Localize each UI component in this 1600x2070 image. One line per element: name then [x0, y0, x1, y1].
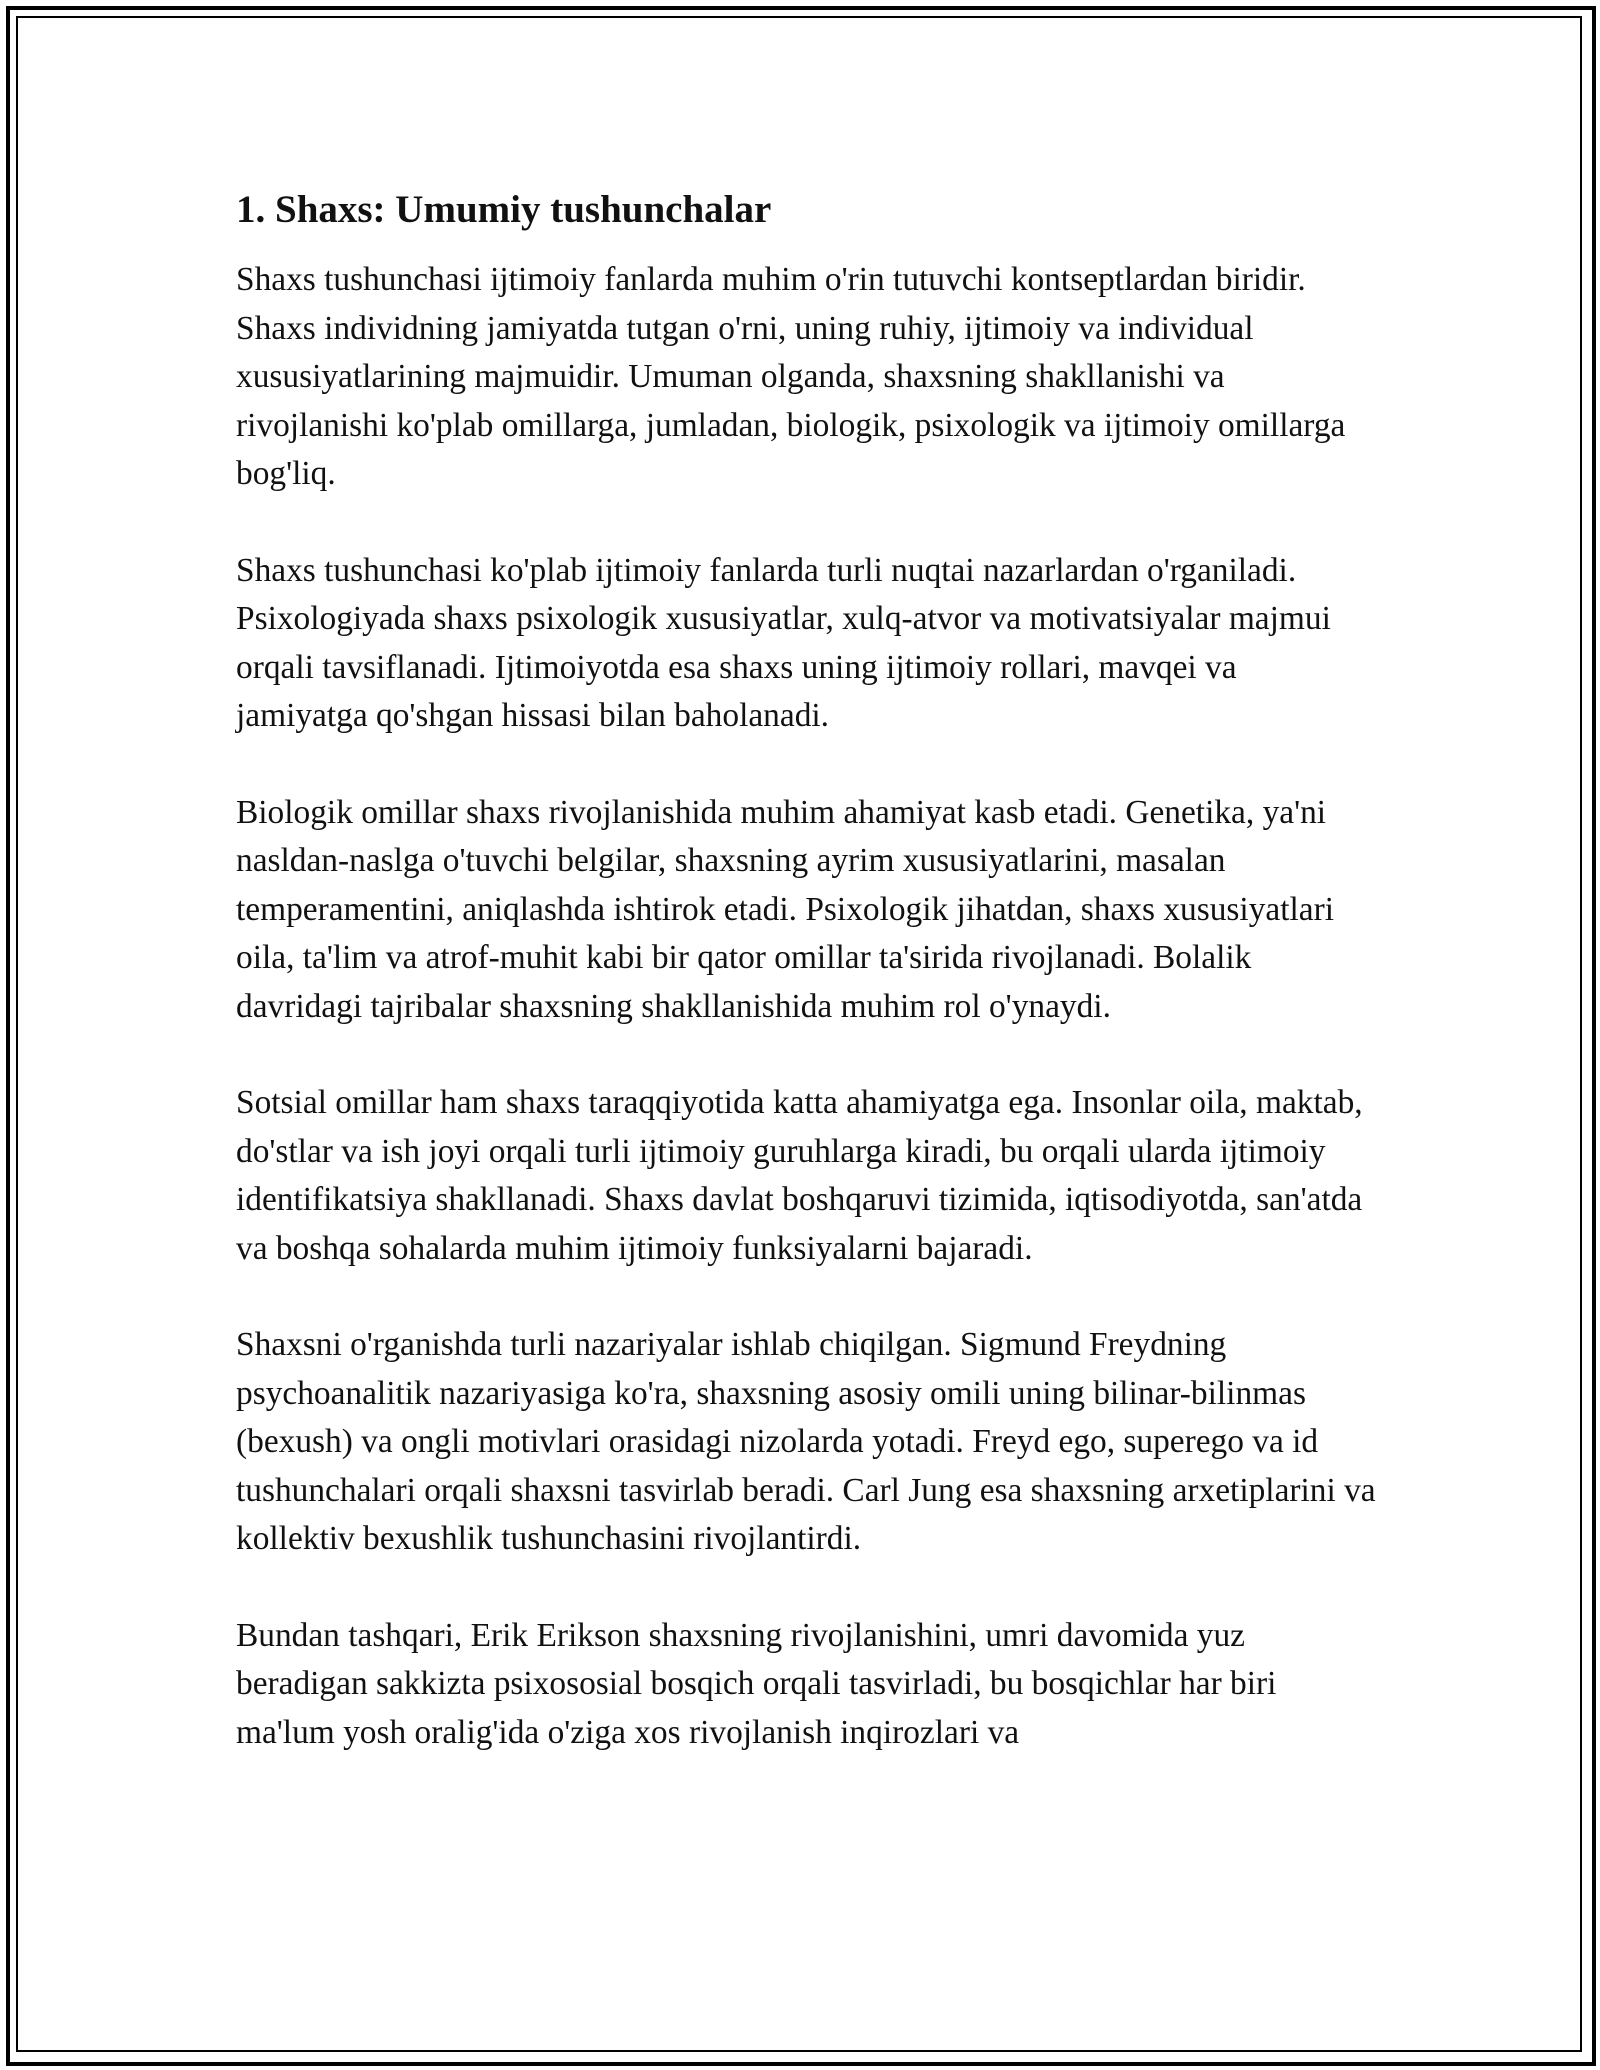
paragraph-1: Shaxs tushunchasi ijtimoiy fanlarda muhim o'rin tutuvchi kontseptlardan biridir. Shaxs individning jamiyatda tutgan o'rni, uning ruhiy, ijtimoiy va individual xususiyatlarining majmuidir. Umuman olganda, shaxsning shakllanishi va rivojlanishi ko'plab omillarga, jumladan, biologik, psixologik va ijtimoiy omillarga bog'liq. [236, 261, 1346, 492]
paragraph-4: Sotsial omillar ham shaxs taraqqiyotida katta ahamiyatga ega. Insonlar oila, maktab, do'stlar va ish joyi orqali turli ijtimoiy guruhlarga kiradi, bu orqali ularda ijtimoiy identifikatsiya shakllanadi. Shaxs davlat boshqaruvi tizimida, iqtisodiyotda, san'atda va boshqa sohalarda muhim ijtimoiy funksiyalarni bajaradi. [236, 1084, 1363, 1267]
document-body [236, 186, 1376, 1805]
paragraph-3: Biologik omillar shaxs rivojlanishida muhim ahamiyat kasb etadi. Genetika, ya'ni nasldan-naslga o'tuvchi belgilar, shaxsning ayrim xususiyatlarini, masalan temperamentini, aniqlashda ishtirok etadi. Psixologik jihatdan, shaxs xususiyatlari oila, ta'lim va atrof-muhit kabi bir qator omillar ta'sirida rivojlanadi. Bolalik davridagi tajribalar shaxsning shakllanishida muhim rol o'ynaydi. [236, 793, 1334, 1025]
section-title: 1. Shaxs: Umumiy tushunchalar [236, 188, 772, 231]
paragraph-2: Shaxs tushunchasi ko'plab ijtimoiy fanlarda turli nuqtai nazarlardan o'rganiladi. Psixologiyada shaxs psixologik xususiyatlar, xulq-atvor va motivatsiyalar majmui orqali tavsiflanadi. Ijtimoiyotda esa shaxs uning ijtimoiy rollari, mavqei va jamiyatga qo'shgan hissasi bilan baholanadi. [236, 551, 1331, 734]
paragraph-6: Bundan tashqari, Erik Erikson shaxsning rivojlanishini, umri davomida yuz beradigan sakkizta psixososial bosqich orqali tasvirladi, bu bosqichlar har biri ma'lum yosh oralig'ida o'ziga xos rivojlanish inqirozlari va [236, 1616, 1277, 1751]
paragraph-5: Shaxsni o'rganishda turli nazariyalar ishlab chiqilgan. Sigmund Freydning psychoanalitik nazariyasiga ko'ra, shaxsning asosiy omili uning bilinar-bilinmas (bexush) va ongli motivlari orasidagi nizolarda yotadi. Freyd ego, superego va id tushunchalari orqali shaxsni tasvirlab beradi. Carl Jung esa shaxsning arxetiplarini va kollektiv bexushlik tushunchasini rivojlantirdi. [236, 1326, 1376, 1557]
